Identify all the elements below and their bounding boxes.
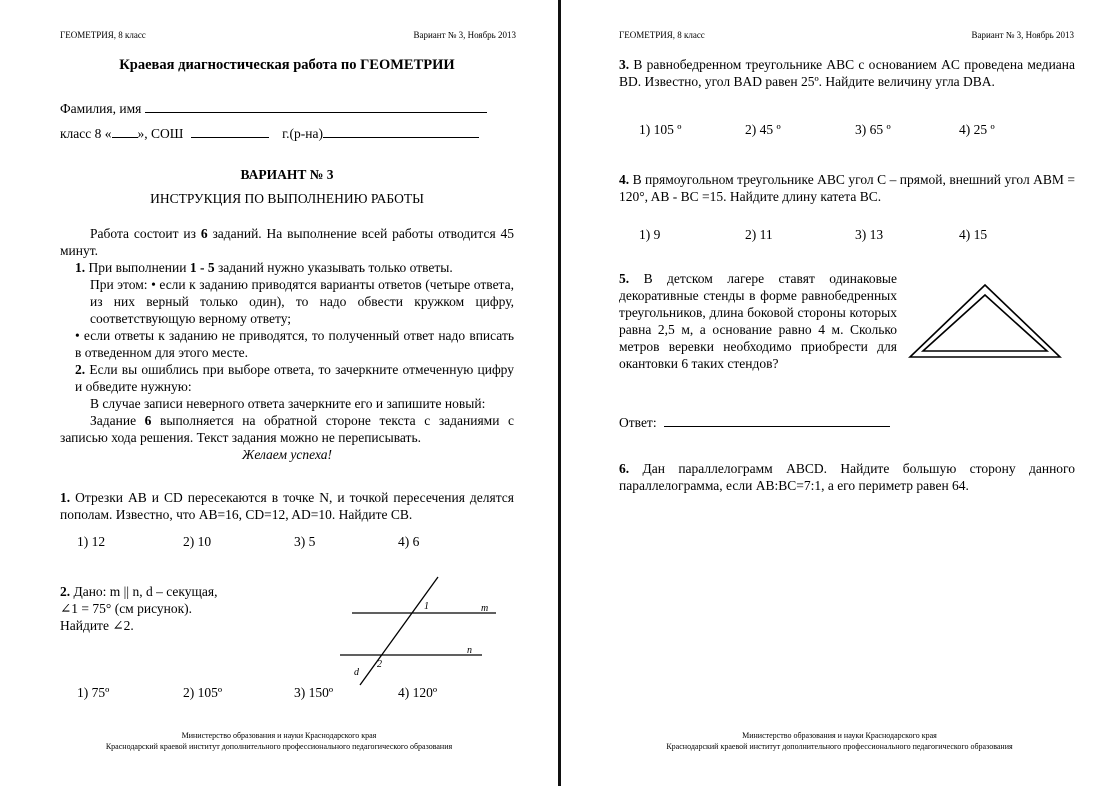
instruction-item-1-options: При этом: • если к заданию приводятся варианты ответов (четыре ответа, из них верный только один), то надо обвести кружком цифру, соответствующую верному ответу; — [90, 277, 514, 326]
instruction-item-1-no-options: • если ответы к заданию не приводятся, то полученный ответ надо вписать в отведенном для этого месте. — [75, 328, 514, 360]
instruction-rewrite: В случае записи неверного ответа зачеркните его и запишите новый: — [90, 396, 486, 411]
question-2-options — [60, 684, 514, 702]
wish-text: Желаем успеха! — [241, 447, 333, 462]
q4-option-2[interactable]: 2) 11 — [745, 227, 773, 242]
left-page — [0, 0, 558, 786]
parallel-lines-figure — [340, 575, 500, 687]
footer-institute: Краснодарский краевой институт дополнительного профессионального педагогического образования — [105, 742, 453, 751]
line-d — [360, 577, 438, 685]
class-field[interactable] — [112, 124, 138, 138]
q3-option-1[interactable]: 1) 105 º — [639, 122, 682, 137]
q2-option-2[interactable]: 2) 105º — [183, 685, 223, 700]
district-field[interactable] — [323, 124, 479, 138]
question-2-line3: Найдите ∠2. — [60, 618, 134, 633]
question-3: 3. В равнобедренном треугольнике ABC с основанием AC проведена медиана BD. Известно, угол BAD равен 25º. Найдите величину угла DBA. — [619, 57, 1076, 89]
footer-ministry: Министерство образования и науки Краснодарского края — [181, 731, 377, 740]
answer-field[interactable] — [664, 413, 890, 427]
label-d: d — [354, 667, 359, 678]
label-n: n — [467, 645, 472, 656]
instruction-task6: Задание 6 выполняется на обратной стороне текста с заданиями с записью хода решения. Текст задания можно не переписывать. — [60, 413, 515, 445]
instruction-item-1: 1. При выполнении 1 - 5 заданий нужно указывать только ответы. — [75, 260, 453, 275]
task-count: 6 — [200, 226, 208, 241]
instructions-body — [60, 225, 514, 463]
question-2-line2: ∠1 = 75° (см рисунок). — [60, 601, 193, 616]
footer-ministry: Министерство образования и науки Краснодарского края — [742, 731, 937, 740]
q1-option-1[interactable]: 1) 12 — [77, 534, 106, 549]
label-m: m — [481, 603, 489, 614]
angle-1-label: 1 — [424, 601, 429, 612]
district-label: г.(р-на) — [282, 126, 323, 141]
header-variant: Вариант № 3, Ноябрь 2013 — [971, 30, 1074, 40]
name-field[interactable] — [145, 99, 487, 113]
class-line — [60, 124, 479, 142]
triangle-stand-figure — [906, 283, 1064, 361]
page-title: Краевая диагностическая работа по ГЕОМЕТРИИ — [119, 57, 455, 73]
question-1: 1. Отрезки AB и CD пересекаются в точке N, и точкой пересечения делятся пополам. Известно, что AB=16, CD=12, AD=10. Найдите CB. — [60, 490, 515, 522]
q1-option-4[interactable]: 4) 6 — [398, 534, 420, 549]
q2-option-4[interactable]: 4) 120º — [398, 685, 438, 700]
class-label-school: », СОШ — [137, 126, 184, 141]
angle-2-label: 2 — [377, 659, 382, 670]
right-page — [561, 0, 1118, 786]
question-5: 5. В детском лагере ставят одинаковые декоративные стенды в форме равнобедренных треугольников, длина боковой стороны которых равна 2,5 м, а основание равно 4 м. Сколько метров веревки необходимо приобрести для окантовки 6 таких стендов? — [619, 271, 897, 371]
footer-institute: Краснодарский краевой институт дополнительного профессионального педагогического образования — [666, 742, 1013, 751]
q4-option-4[interactable]: 4) 15 — [959, 227, 988, 242]
instruction-title: ИНСТРУКЦИЯ ПО ВЫПОЛНЕНИЮ РАБОТЫ — [150, 191, 424, 206]
question-2: 2. Дано: m || n, d – секущая, ∠1 = 75° (см рисунок). Найдите ∠2. — [60, 583, 310, 634]
left-footer — [0, 730, 558, 752]
q2-option-3[interactable]: 3) 150º — [294, 685, 334, 700]
question-4-options — [619, 226, 1075, 244]
header-variant: Вариант № 3, Ноябрь 2013 — [413, 30, 516, 40]
question-6: 6. Дан параллелограмм ABCD. Найдите большую сторону данного параллелограмма, если AB:BC=7:1, а его периметр равен 64. — [619, 461, 1075, 493]
header-subject: ГЕОМЕТРИЯ, 8 класс — [60, 30, 146, 40]
answer-label: Ответ: — [619, 415, 657, 430]
school-field[interactable] — [191, 124, 269, 138]
inner-triangle — [923, 295, 1047, 351]
question-5-text: В детском лагере ставят одинаковые декоративные стенды в форме равнобедренных треугольников, длина боковой стороны которых равна 2,5 м, а основание равно 4 м. Сколько метров веревки необходимо приобрести для окантовки 6 таких стендов? — [619, 271, 897, 371]
q3-option-2[interactable]: 2) 45 º — [745, 122, 781, 137]
q1-option-2[interactable]: 2) 10 — [183, 534, 212, 549]
q4-option-3[interactable]: 3) 13 — [855, 227, 884, 242]
question-3-text: В равнобедренном треугольнике ABC с основанием AC проведена медиана BD. Известно, угол BAD равен 25º. Найдите величину угла DBA. — [619, 57, 1076, 89]
question-3-options — [619, 121, 1075, 139]
instruction-item-2: 2. Если вы ошиблись при выборе ответа, то зачеркните отмеченную цифру и обведите нужную: — [75, 362, 515, 394]
question-1-text: Отрезки AB и CD пересекаются в точке N, и точкой пересечения делятся пополам. Известно, что AB=16, CD=12, AD=10. Найдите CB. — [60, 490, 515, 522]
question-5-answer — [619, 413, 890, 431]
question-6-text: Дан параллелограмм ABCD. Найдите большую сторону данного параллелограмма, если AB:BC=7:1, а его периметр равен 64. — [619, 461, 1075, 493]
right-footer — [561, 730, 1118, 752]
question-4-text: В прямоугольном треугольнике ABC угол C – прямой, внешний угол ABM = 120°, AB - BC =15. Найдите длину катета BC. — [619, 172, 1075, 204]
q4-option-1[interactable]: 1) 9 — [639, 227, 661, 242]
header-subject: ГЕОМЕТРИЯ, 8 класс — [619, 30, 705, 40]
question-2-line1: Дано: m || n, d – секущая, — [73, 584, 218, 599]
q3-option-4[interactable]: 4) 25 º — [959, 122, 995, 137]
q3-option-3[interactable]: 3) 65 º — [855, 122, 891, 137]
q2-option-1[interactable]: 1) 75º — [77, 685, 110, 700]
question-1-options — [60, 533, 514, 551]
variant-title: ВАРИАНТ № 3 — [240, 167, 334, 182]
question-4: 4. В прямоугольном треугольнике ABC угол C – прямой, внешний угол ABM = 120°, AB - BC =15. Найдите длину катета BC. — [619, 172, 1075, 204]
q1-option-3[interactable]: 3) 5 — [294, 534, 316, 549]
class-label-start: класс 8 « — [60, 126, 112, 141]
name-line — [60, 99, 487, 117]
name-label: Фамилия, имя — [60, 101, 142, 116]
intro-paragraph: Работа состоит из 6 заданий. На выполнение всей работы отводится 45 минут. — [60, 226, 515, 258]
